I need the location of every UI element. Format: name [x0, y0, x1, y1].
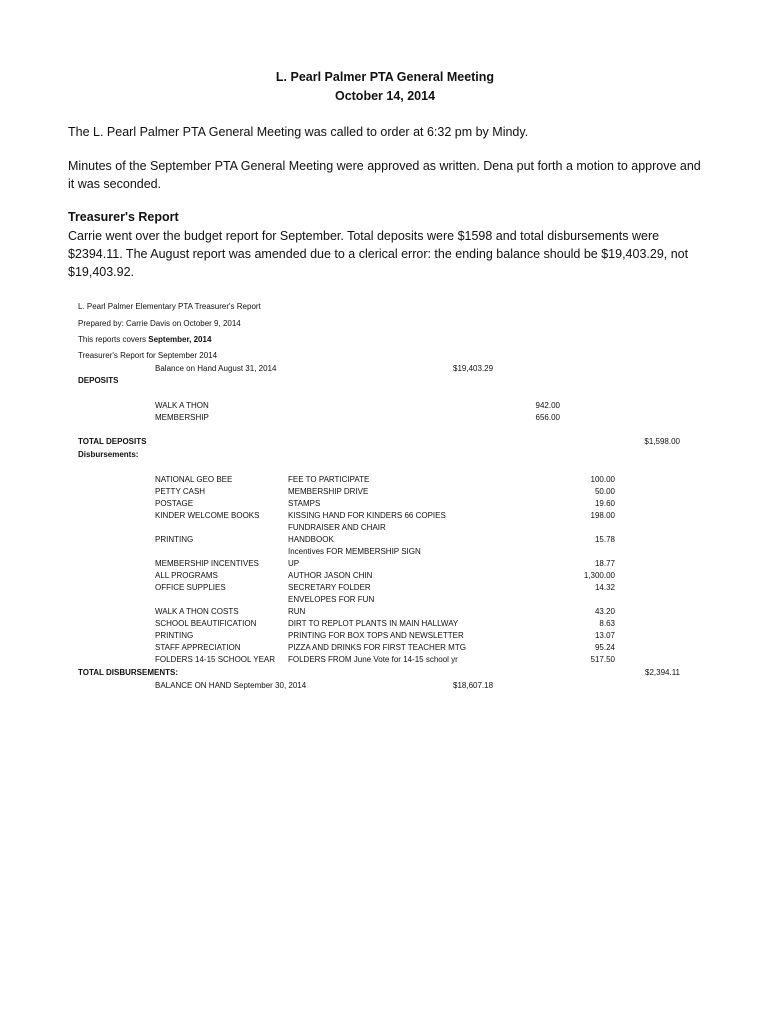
- disbursement-category: FOLDERS 14-15 SCHOOL YEAR: [155, 655, 276, 664]
- disbursement-amount: 517.50: [590, 655, 615, 664]
- disbursement-amount: 19.60: [594, 499, 615, 508]
- deposit-label: WALK A THON: [155, 401, 209, 410]
- disbursement-description: UP: [288, 559, 300, 568]
- opening-balance-value: $19,403.29: [453, 364, 494, 373]
- call-to-order-paragraph: The L. Pearl Palmer PTA General Meeting was called to order at 6:32 pm by Mindy.: [68, 125, 529, 139]
- disbursement-category: SCHOOL BEAUTIFICATION: [155, 619, 257, 628]
- disbursement-description: ENVELOPES FOR FUN: [288, 595, 375, 604]
- disbursement-description: HANDBOOK: [288, 535, 334, 544]
- disbursement-description: KISSING HAND FOR KINDERS 66 COPIES: [288, 511, 446, 520]
- total-deposits-label: TOTAL DEPOSITS: [78, 437, 147, 446]
- disbursement-amount: 1,300.00: [583, 571, 615, 580]
- disbursement-amount: 100.00: [590, 475, 615, 484]
- disbursement-description: FUNDRAISER AND CHAIR: [288, 523, 386, 532]
- disbursement-description: SECRETARY FOLDER: [288, 583, 371, 592]
- disbursement-amount: 14.32: [594, 583, 615, 592]
- disbursement-description: STAMPS: [288, 499, 321, 508]
- disbursement-amount: 18.77: [594, 559, 615, 568]
- closing-balance-value: $18,607.18: [453, 681, 494, 690]
- disbursement-description: RUN: [288, 607, 306, 616]
- closing-balance-label: BALANCE ON HAND September 30, 2014: [155, 681, 307, 690]
- report-prepared-by: Prepared by: Carrie Davis on October 9, 2014: [78, 319, 241, 328]
- disbursement-amount: 15.78: [594, 535, 615, 544]
- disbursement-category: MEMBERSHIP INCENTIVES: [155, 559, 259, 568]
- disbursement-category: PRINTING: [155, 631, 194, 640]
- deposit-amount: 656.00: [535, 413, 560, 422]
- disbursement-category: WALK A THON COSTS: [155, 607, 239, 616]
- deposit-label: MEMBERSHIP: [155, 413, 209, 422]
- disbursement-category: NATIONAL GEO BEE: [155, 475, 233, 484]
- disbursement-description: DIRT TO REPLOT PLANTS IN MAIN HALLWAY: [288, 619, 459, 628]
- disbursement-description: PRINTING FOR BOX TOPS AND NEWSLETTER: [288, 631, 464, 640]
- disbursement-amount: 95.24: [594, 643, 615, 652]
- disbursement-category: PETTY CASH: [155, 487, 206, 496]
- disbursement-category: OFFICE SUPPLIES: [155, 583, 226, 592]
- disbursement-amount: 13.07: [594, 631, 615, 640]
- disbursement-amount: 50.00: [594, 487, 615, 496]
- opening-balance-label: Balance on Hand August 31, 2014: [155, 364, 277, 373]
- disbursements-heading: Disbursements:: [78, 450, 139, 459]
- disbursement-description: AUTHOR JASON CHIN: [288, 571, 373, 580]
- disbursement-category: STAFF APPRECIATION: [155, 643, 241, 652]
- disbursement-category: PRINTING: [155, 535, 194, 544]
- report-covers-month: September, 2014: [148, 335, 212, 344]
- approval-paragraph: Minutes of the September PTA General Meeting were approved as written. Dena put forth a motion to approve and it was seconded.: [68, 159, 701, 191]
- disbursement-amount: 8.63: [599, 619, 615, 628]
- disbursement-category: ALL PROGRAMS: [155, 571, 218, 580]
- disbursement-amount: 43.20: [594, 607, 615, 616]
- disbursement-description: FOLDERS FROM June Vote for 14-15 school yr: [288, 655, 458, 664]
- disbursement-amount: 198.00: [590, 511, 615, 520]
- total-disbursements-value: $2,394.11: [645, 668, 680, 677]
- treasurer-heading: Treasurer's Report: [68, 210, 179, 224]
- disbursement-description: MEMBERSHIP DRIVE: [288, 487, 369, 496]
- disbursement-description: PIZZA AND DRINKS FOR FIRST TEACHER MTG: [288, 643, 466, 652]
- deposits-heading: DEPOSITS: [78, 376, 119, 385]
- total-deposits-value: $1,598.00: [644, 437, 680, 446]
- deposit-amount: 942.00: [535, 401, 560, 410]
- disbursement-category: POSTAGE: [155, 499, 194, 508]
- report-covers-prefix: This reports covers: [78, 335, 149, 344]
- disbursement-category: KINDER WELCOME BOOKS: [155, 511, 260, 520]
- report-org-line: L. Pearl Palmer Elementary PTA Treasurer's Report: [78, 302, 261, 311]
- report-for-line: Treasurer's Report for September 2014: [78, 351, 218, 360]
- total-disbursements-label: TOTAL DISBURSEMENTS:: [78, 668, 179, 677]
- treasurer-paragraph: Carrie went over the budget report for September. Total deposits were $1598 and total disbursements were $2394.11. The August report was amended due to a clerical error: the ending balance should be $19,403.29, not $19,403.92.: [68, 229, 689, 279]
- document-title: L. Pearl Palmer PTA General Meeting: [275, 70, 495, 84]
- meeting-date: October 14, 2014: [334, 89, 436, 103]
- disbursement-description: FEE TO PARTICIPATE: [288, 475, 370, 484]
- disbursement-description: Incentives FOR MEMBERSHIP SIGN: [288, 547, 421, 556]
- report-covers: [78, 335, 211, 345]
